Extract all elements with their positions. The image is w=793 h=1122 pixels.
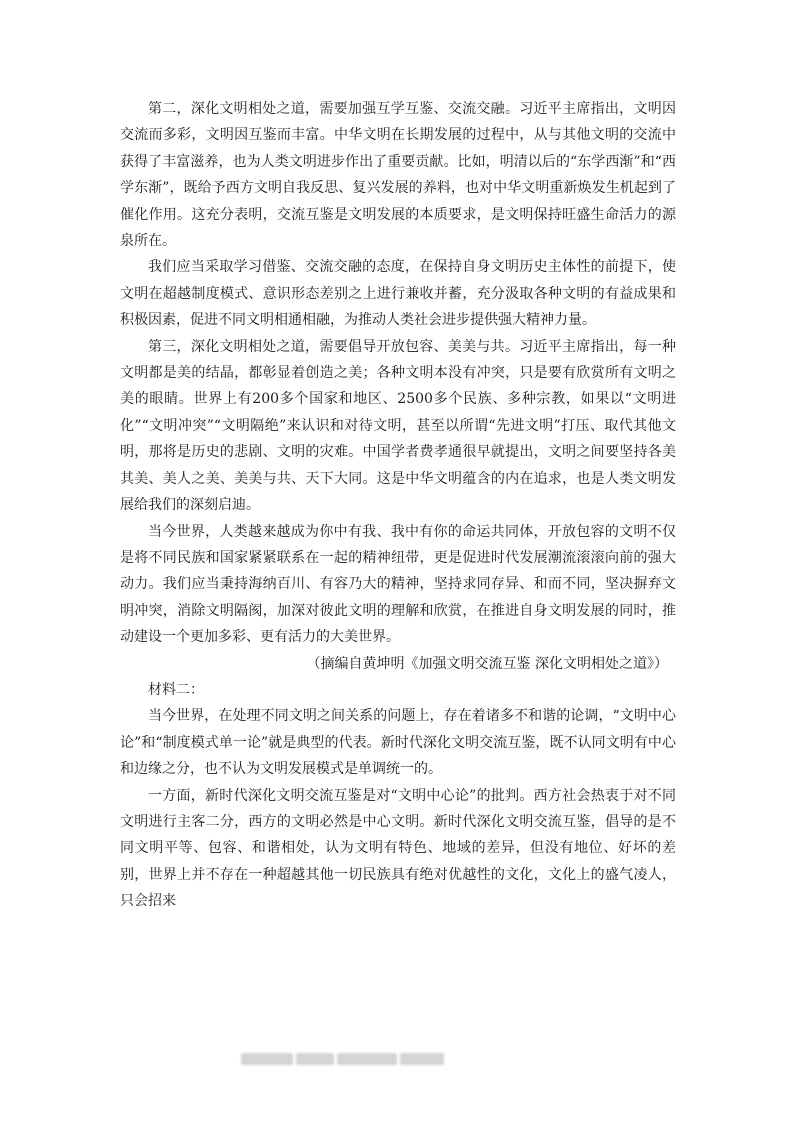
document-page: [120, 96, 676, 915]
paragraph-learning-attitude: 我们应当采取学习借鉴、交流交融的态度，在保持自身文明历史主体性的前提下，使文明在超越制度模式、意识形态差别之上进行兼收并蓄，充分汲取各种文明的有益成果和积极因素，促进不同文明相通相融，为推动人类社会进步提供强大精神力量。: [120, 259, 676, 329]
paragraph-discordant-views: 当今世界，在处理不同文明之间关系的问题上，存在着诸多不和谐的论调，“文明中心论”和“制度模式单一论”就是典型的代表。新时代深化文明交流互鉴，既不认同文明有中心和边缘之分，也不认为文明发展模式是单调统一的。: [120, 708, 676, 778]
paragraph-deepen-exchange: 第二，深化文明相处之道，需要加强互学互鉴、交流交融。习近平主席指出，文明因交流而多彩，文明因互鉴而丰富。中华文明在长期发展的过程中，从与其他文明的交流中获得了丰富滋养，也为人类文明进步作出了重要贡献。比如，明清以后的“东学西渐”和“西学东渐”，既给予西方文明自我反思、复兴发展的养料，也对中华文明重新焕发生机起到了催化作用。这充分表明，交流互鉴是文明发展的本质要求，是文明保持旺盛生命活力的源泉所在。: [120, 101, 676, 250]
blur-segment: [400, 1053, 444, 1065]
blur-segment: [241, 1053, 293, 1065]
source-citation: （摘编自黄坤明《加强文明交流互鉴 深化文明相处之道》）: [306, 655, 668, 672]
material-two-heading: 材料二：: [148, 681, 204, 698]
blurred-footer-watermark: [241, 1050, 461, 1068]
blur-segment: [296, 1053, 334, 1065]
paragraph-center-theory-critique: 一方面，新时代深化文明交流互鉴是对“文明中心论”的批判。西方社会热衷于对不同文明进行主客二分，西方的文明必然是中心文明。新时代深化文明交流互鉴，倡导的是不同文明平等、包容、和谐相处，认为文明有特色、地域的差异，但没有地位、好坏的差别，世界上并不存在一种超越其他一切民族具有绝对优越性的文化，文化上的盛气凌人，只会招来: [120, 787, 676, 910]
paragraph-community: 当今世界，人类越来越成为你中有我、我中有你的命运共同体，开放包容的文明不仅是将不同民族和国家紧紧联系在一起的精神纽带，更是促进时代发展潮流滚滚向前的强大动力。我们应当秉持海纳百川、有容乃大的精神，坚持求同存异、和而不同，坚决摒弃文明冲突，消除文明隔阂，加深对彼此文明的理解和欣赏，在推进自身文明发展的同时，推动建设一个更加多彩、更有活力的大美世界。: [120, 523, 676, 646]
paragraph-openness: 第三，深化文明相处之道，需要倡导开放包容、美美与共。习近平主席指出，每一种文明都是美的结晶，都彰显着创造之美；各种文明本没有冲突，只是要有欣赏所有文明之美的眼睛。世界上有200多个国家和地区、2500多个民族、多种宗教，如果以“文明进化”“文明冲突”“文明隔绝”来认识和对待文明，甚至以所谓“先进文明”打压、取代其他文明，那将是历史的悲剧、文明的灾难。中国学者费孝通很早就提出，文明之间要坚持各美其美、美人之美、美美与共、天下大同。这是中华文明蕴含的内在追求，也是人类文明发展给我们的深刻启迪。: [120, 338, 676, 514]
blur-segment: [337, 1053, 397, 1065]
